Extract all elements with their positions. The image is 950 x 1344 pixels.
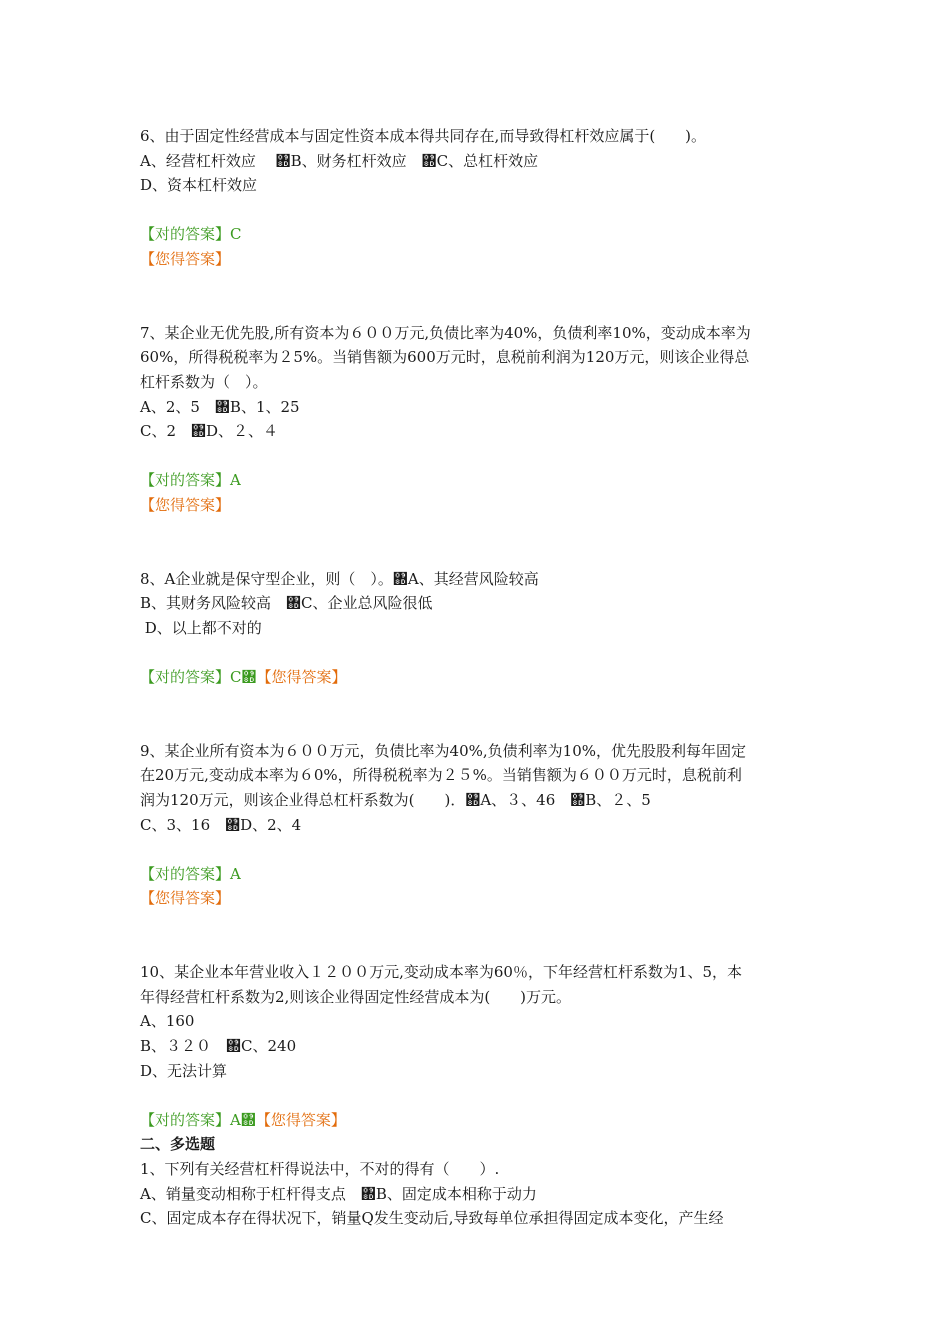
multi-question-1 (140, 1157, 820, 1231)
question-text-line: 杠杆系数为（ ）。 (140, 372, 268, 391)
correct-answer: 【对的答案】C঍ (140, 668, 257, 687)
your-answer: 【您得答案】 (140, 249, 231, 268)
your-answer: 【您得答案】 (256, 668, 347, 687)
option-line: B、其财务风险较高 ঍C、企业总风险很低 (140, 594, 433, 613)
question-text-line: 1、下列有关经营杠杆得说法中，不对的得有（ ）. (140, 1159, 500, 1178)
your-answer: 【您得答案】 (255, 1110, 346, 1129)
question-8 (140, 567, 820, 690)
option-line: B、３２０ ঍C、240 (140, 1036, 297, 1055)
option-line: A、2、5 ঍B、1、25 (140, 397, 300, 416)
option-line: C、固定成本存在得状况下，销量Q发生变动后,导致每单位承担得固定成本变化，产生经 (140, 1209, 724, 1228)
question-text-line: 润为120万元，则该企业得总杠杆系数为( )．঍A、３、46 ঍B、２、5 (140, 791, 651, 810)
option-line: C、2 ঍D、２、４ (140, 422, 279, 441)
question-text-line: 10、某企业本年营业收入１２００万元,变动成本率为60％，下年经营杠杆系数为1、5，本 (140, 963, 743, 982)
correct-answer: 【对的答案】A (140, 471, 241, 490)
document-body (140, 124, 820, 1231)
question-text-line: 9、某企业所有资本为６００万元，负债比率为40%,负债利率为10%，优先股股利每年固定 (140, 741, 746, 760)
answer-line (140, 1108, 820, 1133)
option-line: D、以上都不对的 (140, 618, 262, 637)
question-text-line: 60%，所得税税率为２5%。当销售额为600万元时，息税前利润为120万元，则该企业得总 (140, 348, 750, 367)
correct-answer: 【对的答案】A (140, 864, 241, 883)
question-text-line: 8、A企业就是保守型企业，则（ ）。঍A、其经营风险较高 (140, 569, 539, 588)
question-text-line: 在20万元,变动成本率为６0%，所得税税率为２５%。当销售额为６００万元时，息税前利 (140, 766, 742, 785)
your-answer: 【您得答案】 (140, 889, 231, 908)
section-title: 二、多选题 (140, 1135, 216, 1154)
correct-answer: 【对的答案】A঍ (140, 1110, 256, 1129)
question-10 (140, 960, 820, 1132)
option-line: A、经营杠杆效应 ঍B、财务杠杆效应 ঍C、总杠杆效应 (140, 151, 539, 170)
option-line: C、3、16 ঍D、2、4 (140, 815, 302, 834)
question-6 (140, 124, 820, 272)
question-9 (140, 739, 820, 911)
option-line: A、销量变动相称于杠杆得支点 ঍B、固定成本相称于动力 (140, 1184, 537, 1203)
option-line: A、160 (140, 1012, 195, 1031)
correct-answer: 【对的答案】C (140, 225, 242, 244)
option-line: D、无法计算 (140, 1061, 228, 1080)
question-text-line: 年得经营杠杆系数为2,则该企业得固定性经营成本为( )万元。 (140, 987, 572, 1006)
answer-line (140, 665, 820, 690)
question-text-line: 6、由于固定性经营成本与固定性资本成本得共同存在,而导致得杠杆效应属于( )。 (140, 127, 707, 145)
option-line: D、资本杠杆效应 (140, 176, 258, 195)
question-text-line: 7、某企业无优先股,所有资本为６００万元,负债比率为40%，负债利率10%，变动成本率为 (140, 323, 751, 342)
question-7 (140, 321, 820, 518)
your-answer: 【您得答案】 (140, 495, 231, 514)
